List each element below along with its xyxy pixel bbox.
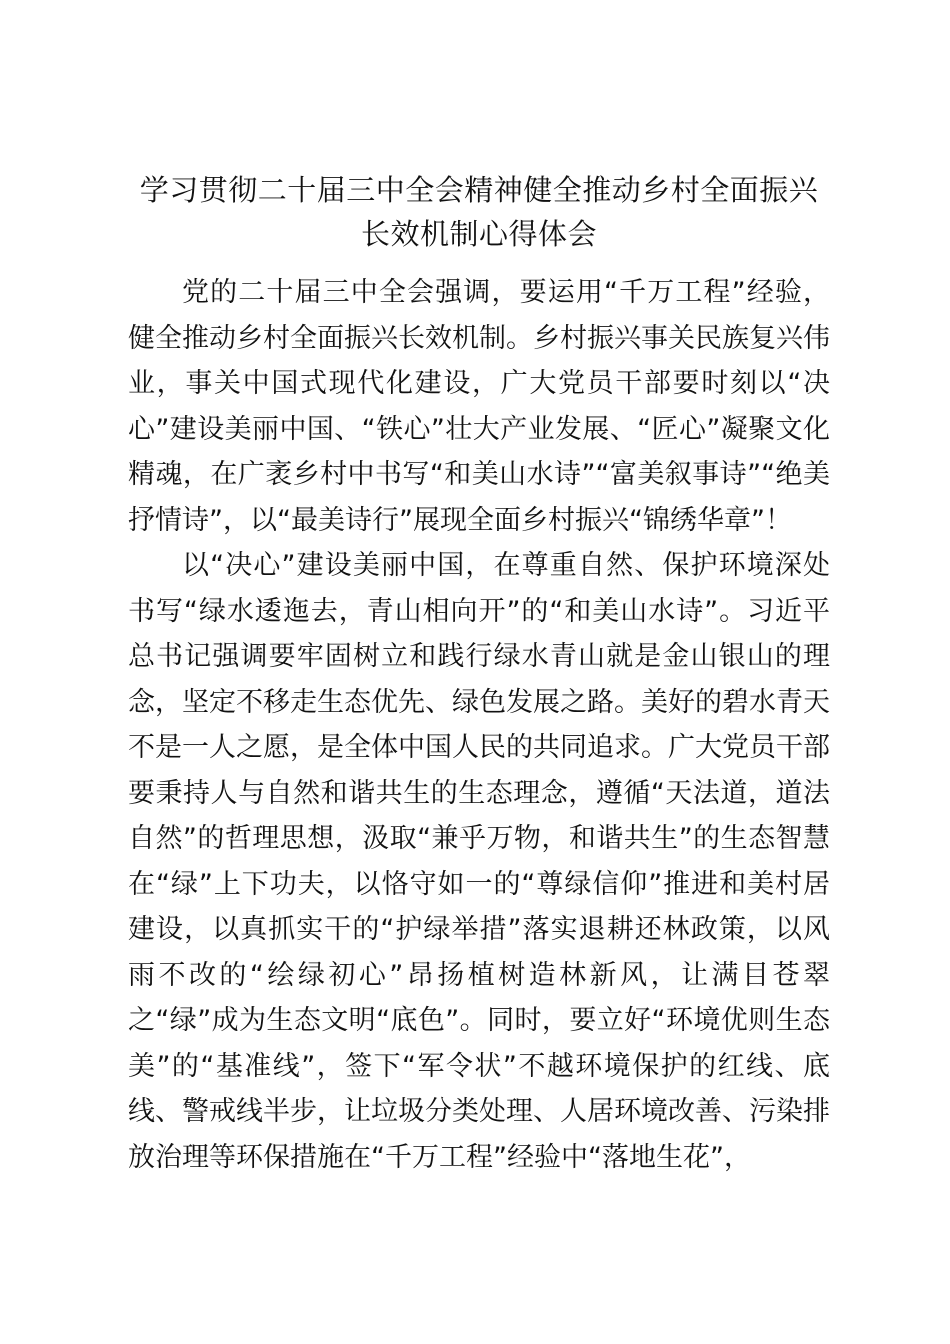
document-body	[128, 270, 830, 1180]
document-title: 学习贯彻二十届三中全会精神健全推动乡村全面振兴长效机制心得体会	[139, 173, 819, 251]
paragraph-2: 以“决心”建设美丽中国，在尊重自然、保护环境深处书写“绿水逶迤去，青山相向开”的“和美山水诗”。习近平总书记强调要牢固树立和践行绿水青山就是金山银山的理念，坚定不移走生态优先、绿色发展之路。美好的碧水青天不是一人之愿，是全体中国人民的共同追求。广大党员干部要秉持人与自然和谐共生的生态理念，遵循“天法道，道法自然”的哲理思想，汲取“兼乎万物，和谐共生”的生态智慧在“绿”上下功夫，以恪守如一的“尊绿信仰”推进和美村居建设，以真抓实干的“护绿举措”落实退耕还林政策，以风雨不改的“绘绿初心”昂扬植树造林新风，让满目苍翠之“绿”成为生态文明“底色”。同时，要立好“环境优则生态美”的“基准线”，签下“军令状”不越环境保护的红线、底线、警戒线半步，让垃圾分类处理、人居环境改善、污染排放治理等环保措施在“千万工程”经验中“落地生花”，	[128, 550, 830, 1173]
paragraph-1: 党的二十届三中全会强调，要运用“千万工程”经验，健全推动乡村全面振兴长效机制。乡村振兴事关民族复兴伟业，事关中国式现代化建设，广大党员干部要时刻以“决心”建设美丽中国、“铁心”壮大产业发展、“匠心”凝聚文化精魂，在广袤乡村中书写“和美山水诗”“富美叙事诗”“绝美抒情诗”，以“最美诗行”展现全面乡村振兴“锦绣华章”！	[128, 277, 830, 536]
